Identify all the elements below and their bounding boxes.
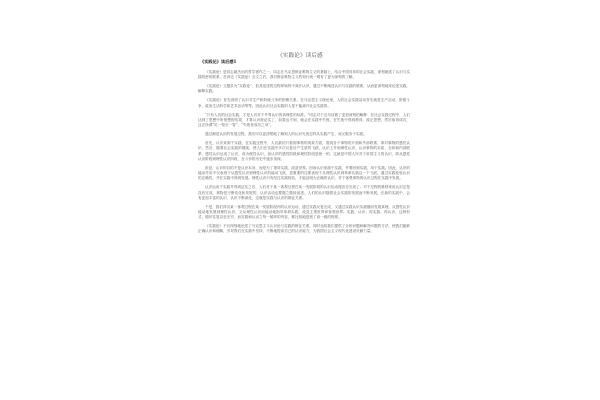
section-subtitle: 《实践论》读后感1 bbox=[200, 59, 237, 64]
paragraph-10: 《实践论》不仅深刻地论述了马克思主义认识论与实践的辩证关系，同时也给我们提供了分析问题和解决问题的方法，使我们能够正确认识和理解，引导我们在实践中坚持，不断地提高自己的认识能力，为我国社会主义现代化建设贡献力量。 bbox=[198, 224, 410, 234]
paragraph-7: 但是，认识的目的不是认识本身，而是为了指导实践，改造世界。因而认识来源于实践，并要回到实践，用于实践。因此，认识的能动作用不仅表现于从感性认识到理性认识的能动飞跃，更重要的还要表现于从理性认识到革命实践这一个飞跃，通过实践检验认识的正确性，并在实践中得到发展。理性认识只有经过实践检验，才能证明为正确的认识，对于客观事物的认识过程在实践中发展。 bbox=[198, 165, 410, 181]
paragraph-4: “只有人们的社会实践，才是人们对于外界认识的真理性的标准。”同志对于这句话做了更加深刻的解释：在社会实践过程中，人们达到了思想中所预想的结果，才算认识被证实了，如果达不到，就会在实践中失败，在失败中得到教训，改正思想，然后取得成功，这正所谓“吃一堑长一智”，“失败者成功之母”。 bbox=[198, 112, 410, 128]
document-body bbox=[198, 59, 410, 238]
paragraph-6: 首先，认识来源于实践，在实践过程中，人们最初只看到事物的现象方面，看到各个事物的片面和外部联系，即对事物的感性认识，然后，随着社会实践的继续，使人们在实践中多次反复后产生质的飞跃，认识上升到理性认识，认识事物的本质、全体和内部联系，感性认识达成了认识，成为理性认识，前认识的感性阶段和理性阶段是统一的。这就是中国人民对于帝国主义的认识，即从感性认识阶段到理性认识阶段，在斗争的历史中逐步加深。 bbox=[198, 140, 410, 161]
paragraph-2: 《实践论》文题虽为“实践论”，但其论述的过程却始终不离开认识，通过不断阐述认识与实践的联系，从而更深刻地来论述实践，解释实践。 bbox=[198, 84, 410, 94]
document-title: 《实践论》读后感 bbox=[277, 53, 323, 59]
paragraph-1: 《实践论》是同志最杰出的哲学著作之一，同志在马克思辩证唯物主义的基础上，结合中国具体的社会实践，深刻阐述了认识与实践的密切联系，在读完《实践论》全文之后，我对辩证唯物主义的知行统一观有了更为深刻的了解。 bbox=[198, 70, 410, 80]
paragraph-3: 《实践论》首先说明了认识对生产和阶级斗争的依赖关系，在马克思主义理论里，人的社会实践活动首先就是生产活动，阶级斗争，政治生活科学和艺术活动等等。因此认识社会实践的人是不能离开社会实践的。 bbox=[198, 98, 410, 108]
paragraph-8: 认识运用于实践并得到证实之后，人们对于某一客观过程在某一发展阶段的认识运动便宣告完成了。对于过程的推移来说认识还是没有完成，事物是不断变化和发展的，认识活动也要随之继续前进。人们的认识随着社会实践的发展而不断发展，在新的实践中，会有更加丰富的认识，认识不断深化，这就是实践与认识的辩证关系。 bbox=[198, 185, 410, 200]
paragraph-9: 于是，我们得出某一客观过程在某一发展阶段内的认识运动，通过实践反复完成，又通过实践认识实践继而发展真理，从感性认识能动地发展到理性认识，又从理性认识而能动地指导革命实践，改造主观世界和客观世界。实践、认识、再实践、再认识，这种形式，循环往复以至无穷，而实践和认识之每一循环的内容，都比较地进到了高一级的程度。 bbox=[198, 204, 410, 220]
paragraph-5: 通过阐述认识的发展过程，我们可以更清楚地了解到人的认识究竟怎样从实践产生，而又服务于实践。 bbox=[205, 132, 367, 137]
